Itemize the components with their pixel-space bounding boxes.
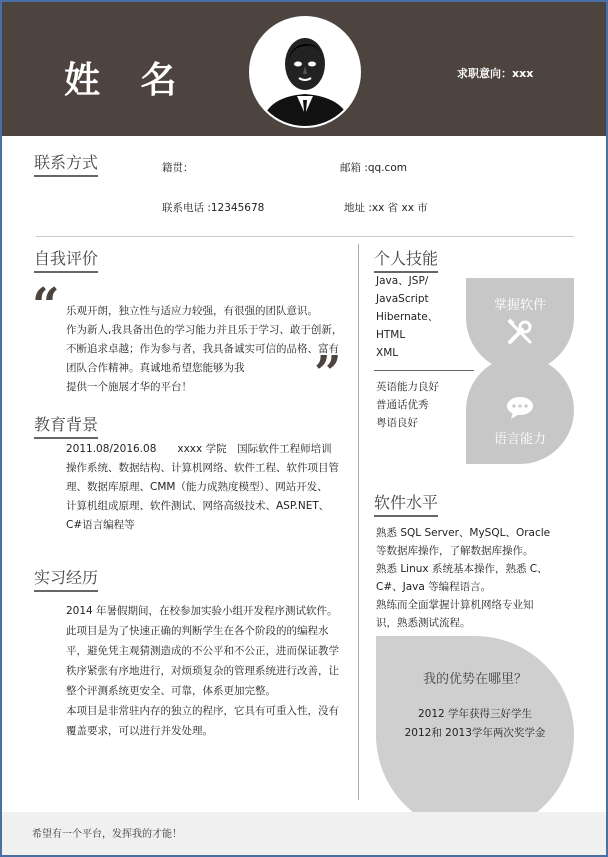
chat-icon	[505, 396, 535, 420]
software-line: C#、Java 等编程语言。	[376, 581, 492, 593]
close-quote-icon: ”	[314, 346, 342, 402]
self-eval-line: 作为新人,我具备出色的学习能力并且乐于学习、敢于创新，	[66, 324, 343, 336]
phone: 联系电话 :12345678	[162, 202, 265, 214]
software-title: 软件水平	[374, 490, 438, 517]
software-line: 熟练而全面掌握计算机网络专业知	[376, 599, 534, 611]
internship-line: 本项目是非常驻内存的独立的程序，它具有可重入性，没有	[66, 705, 339, 717]
language-skill: 粤语良好	[376, 417, 418, 429]
skills-separator	[374, 370, 474, 371]
footer-text: 希望有一个平台，发挥我的才能！	[32, 829, 182, 840]
tech-skill: XML	[376, 347, 399, 359]
education-line: 操作系统、数据结构、计算机网络、软件工程、软件项目管	[66, 462, 339, 474]
advantage-bubble	[376, 636, 574, 834]
advantage-line: 2012和 2013学年两次奖学金	[404, 727, 546, 739]
internship-line: 此项目是为了快速正确的判断学生在各个阶段的的编程水	[66, 625, 329, 637]
header-banner	[2, 2, 606, 136]
candidate-name: 姓 名	[64, 60, 191, 101]
footer-bar	[2, 812, 606, 855]
education-line: 理、数据库原理、CMM（能力成熟度模型）、网站开发、	[66, 481, 328, 493]
internship-line: 秩序紧张有序地进行，对烦琐复杂的管理系统进行改善，让	[66, 665, 339, 677]
self-eval-title: 自我评价	[34, 246, 98, 273]
software-line: 等数据库操作，了解数据库操作。	[376, 545, 534, 557]
self-eval-line: 乐观开朗，独立性与适应力较强，有很强的团队意识。	[66, 305, 318, 317]
advantage-line: 2012 学年获得三好学生	[417, 708, 533, 720]
self-eval-line: 提供一个施展才华的平台！	[66, 381, 192, 393]
software-badge-label: 掌握软件	[493, 298, 546, 313]
email: 邮箱 :qq.com	[340, 162, 407, 174]
education-line: C#语言编程等	[66, 519, 135, 531]
column-divider	[358, 244, 359, 800]
tech-skill: Hibernate、	[376, 311, 439, 323]
internship-line: 2014 年暑假期间，在校参加实验小组开发程序测试软件。	[66, 605, 338, 617]
internship-title: 实习经历	[34, 565, 98, 592]
software-line: 熟悉 Linux 系统基本操作，熟悉 C、	[376, 563, 548, 575]
tech-skill: Java、JSP/	[376, 275, 429, 287]
address: 地址 :xx 省 xx 市	[344, 202, 428, 214]
language-badge	[466, 356, 574, 464]
portrait-image	[251, 18, 359, 126]
internship-line: 平，避免凭主观猜测造成的不公平和不公正，进而保证教学	[66, 645, 339, 657]
advantage-title: 我的优势在哪里？	[422, 672, 527, 687]
education-title: 教育背景	[34, 412, 98, 439]
software-line: 熟悉 SQL Server、MySQL、Oracle	[376, 527, 551, 539]
language-badge-label: 语言能力	[493, 432, 546, 447]
self-eval-line: 团队合作精神。真诚地希望您能够为我	[66, 362, 245, 374]
tech-skill: JavaScript	[376, 293, 429, 305]
software-line: 识，熟悉测试流程。	[376, 617, 471, 629]
skills-title: 个人技能	[374, 246, 438, 273]
open-quote-icon: “	[32, 278, 60, 334]
education-line: 2011.08/2016.08 xxxx 学院 国际软件工程师培训	[66, 443, 332, 455]
job-intention: 求职意向：xxx	[457, 67, 534, 80]
section-divider	[36, 236, 574, 237]
language-skill: 英语能力良好	[376, 381, 439, 393]
tools-icon	[506, 318, 534, 346]
internship-line: 整个评测系统更安全、可靠，体系更加完整。	[66, 685, 276, 697]
language-skill: 普通话优秀	[376, 399, 429, 411]
self-eval-line: 不断追求卓越；作为参与者，我具备诚实可信的品格、富有	[66, 343, 339, 355]
tech-skill: HTML	[376, 329, 406, 341]
avatar	[249, 16, 361, 128]
contact-title: 联系方式	[34, 150, 98, 177]
education-line: 计算机组成原理、软件测试、网络高级技术、ASP.NET、	[66, 500, 330, 512]
native-place: 籍贯：	[162, 162, 194, 174]
internship-line: 覆盖要求，可以进行并发处理。	[66, 725, 213, 737]
